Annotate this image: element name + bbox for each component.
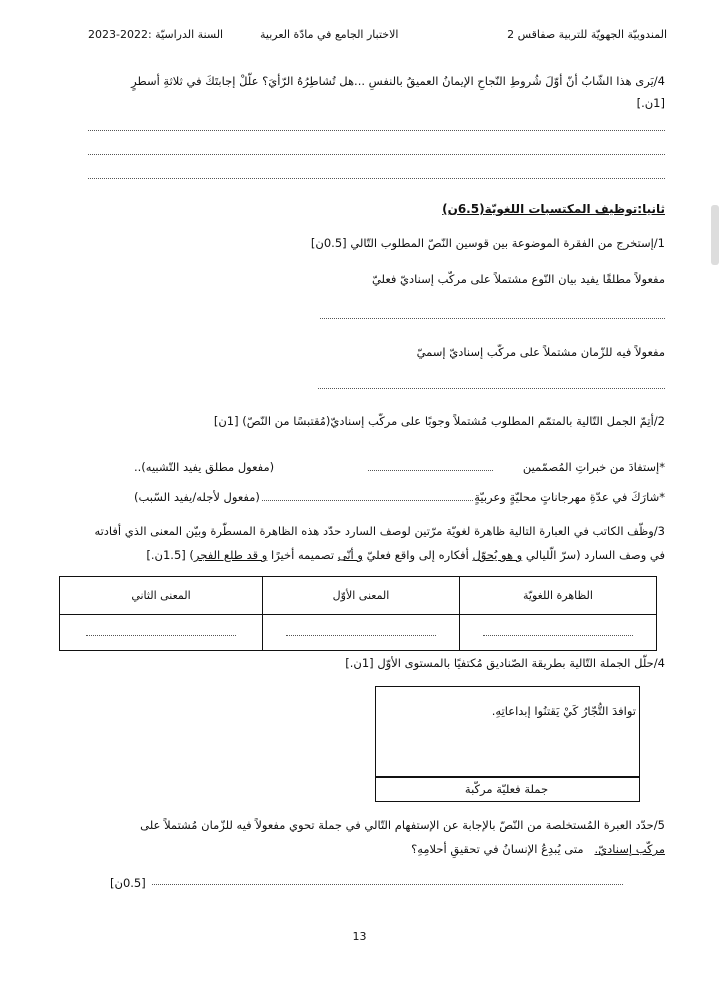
table-cell[interactable] xyxy=(60,615,263,651)
exercise-2-sentence-1: *إستفادَ من خبراتِ المُصمّمين xyxy=(522,460,665,474)
exercise-5-score: [0.5ن] xyxy=(110,876,146,890)
exercise-4-text: 4/حلّل الجملة التّالية بطريقة الصّناديق مُكتفيًا بالمستوى الأوّل [1ن.] xyxy=(345,656,665,670)
table-header: الظاهرة اللغويّة xyxy=(460,577,657,615)
exercise-1-item-1: مفعولاً مطلقًا يفيد بيان النّوع مشتملاً على مركّب إسناديّ فعليّ xyxy=(371,272,665,286)
header-center: الاختبار الجامع في مادّة العربية xyxy=(260,28,399,41)
header-left: السنة الدراسيّة :2022-2023 xyxy=(88,28,224,41)
exercise-3-line-2: في وصف السارد (سرّ الّليالي و هو يُحوّل أفكاره إلى واقع فعليّ و أنّى تصميمه أخيرًا و قد طلع الفجر) [1.5ن.] xyxy=(146,548,665,562)
exercise-2-hint-2: (مفعول لأجله/يفيد السّبب) xyxy=(134,490,260,504)
exercise-1-item-2: مفعولاً فيه للزّمان مشتملاً على مركّب إسناديّ إسميّ xyxy=(416,345,665,359)
analysis-box-outer xyxy=(375,686,640,778)
exercise-4-box-label: جملة فعليّة مركّبة xyxy=(464,782,549,796)
answer-line[interactable] xyxy=(88,178,665,179)
answer-line[interactable] xyxy=(320,318,665,319)
exercise-4-sentence: توافدَ التُّجّارُ كَيْ يَقتنُوا إبداعاتِهِ. xyxy=(491,704,636,718)
table-cell[interactable] xyxy=(263,615,460,651)
analysis-table xyxy=(59,576,657,651)
exercise-5-line-1: 5/حدّد العبرة المُستخلصة من النّصّ بالإجابة عن الإستفهام التّالي في جملة تحوي مفعولاً فيه للزّمان مُشتملاً على xyxy=(140,818,665,832)
answer-line[interactable] xyxy=(152,884,623,885)
page-number: 13 xyxy=(352,930,367,943)
exercise-3-line-1: 3/وظّف الكاتب في العبارة التالية ظاهرة لغويّة مرّتين لوصف السارد حدّد هذه الظاهرة المسطّرة وبيّن المعنى الذي أفادته xyxy=(94,524,665,538)
answer-line[interactable] xyxy=(368,470,493,471)
answer-line[interactable] xyxy=(88,154,665,155)
table-header: المعنى الثاني xyxy=(60,577,263,615)
exercise-2-sentence-2: *شارَكَ في عدّةِ مهرجاناتٍ محليّةٍ وعربيّةٍ xyxy=(474,490,665,504)
answer-line[interactable] xyxy=(88,130,665,131)
box-divider xyxy=(375,686,377,776)
header-right: المندوبيّة الجهويّة للتربية صفاقس 2 xyxy=(507,28,667,41)
answer-line[interactable] xyxy=(262,500,473,501)
answer-line[interactable] xyxy=(318,388,665,389)
exercise-2-hint-1: (مفعول مطلق يفيد التّشبيه).. xyxy=(134,460,275,474)
exercise-5-line-2: مركّب إسناديّ. متى يُبدِعُ الإنسانُ في تحقيقِ أحلامِهِ؟ xyxy=(411,842,665,856)
table-cell[interactable] xyxy=(460,615,657,651)
question-4-text: 4/يَرى هذا الشّابُ أنّ أوّلَ شُروطِ النّجاحِ الإيمانُ العميقُ بالنفسِ ...هل تُشاطِرُهُ الرّأيَ؟ علّلْ إجابتَكَ في ثلاثةِ أسطرٍ xyxy=(131,74,665,88)
table-header: المعنى الأوّل xyxy=(263,577,460,615)
scrollbar[interactable] xyxy=(711,205,719,265)
exercise-2-text: 2/أتِمّ الجمل التّالية بالمتمّم المطلوب مُشتملاً وجوبًا على مركّب إسناديّ(مُقتبسًا من النّصّ) [1ن] xyxy=(213,414,665,428)
exercise-1-text: 1/إستخرج من الفقرة الموضوعة بين قوسين النّصّ المطلوب التّالي [0.5ن] xyxy=(310,236,665,250)
question-4-score: [1ن.] xyxy=(636,96,665,110)
section-title: ثانيا:توظيف المكتسبات اللغويّة(6.5ن) xyxy=(442,202,665,216)
